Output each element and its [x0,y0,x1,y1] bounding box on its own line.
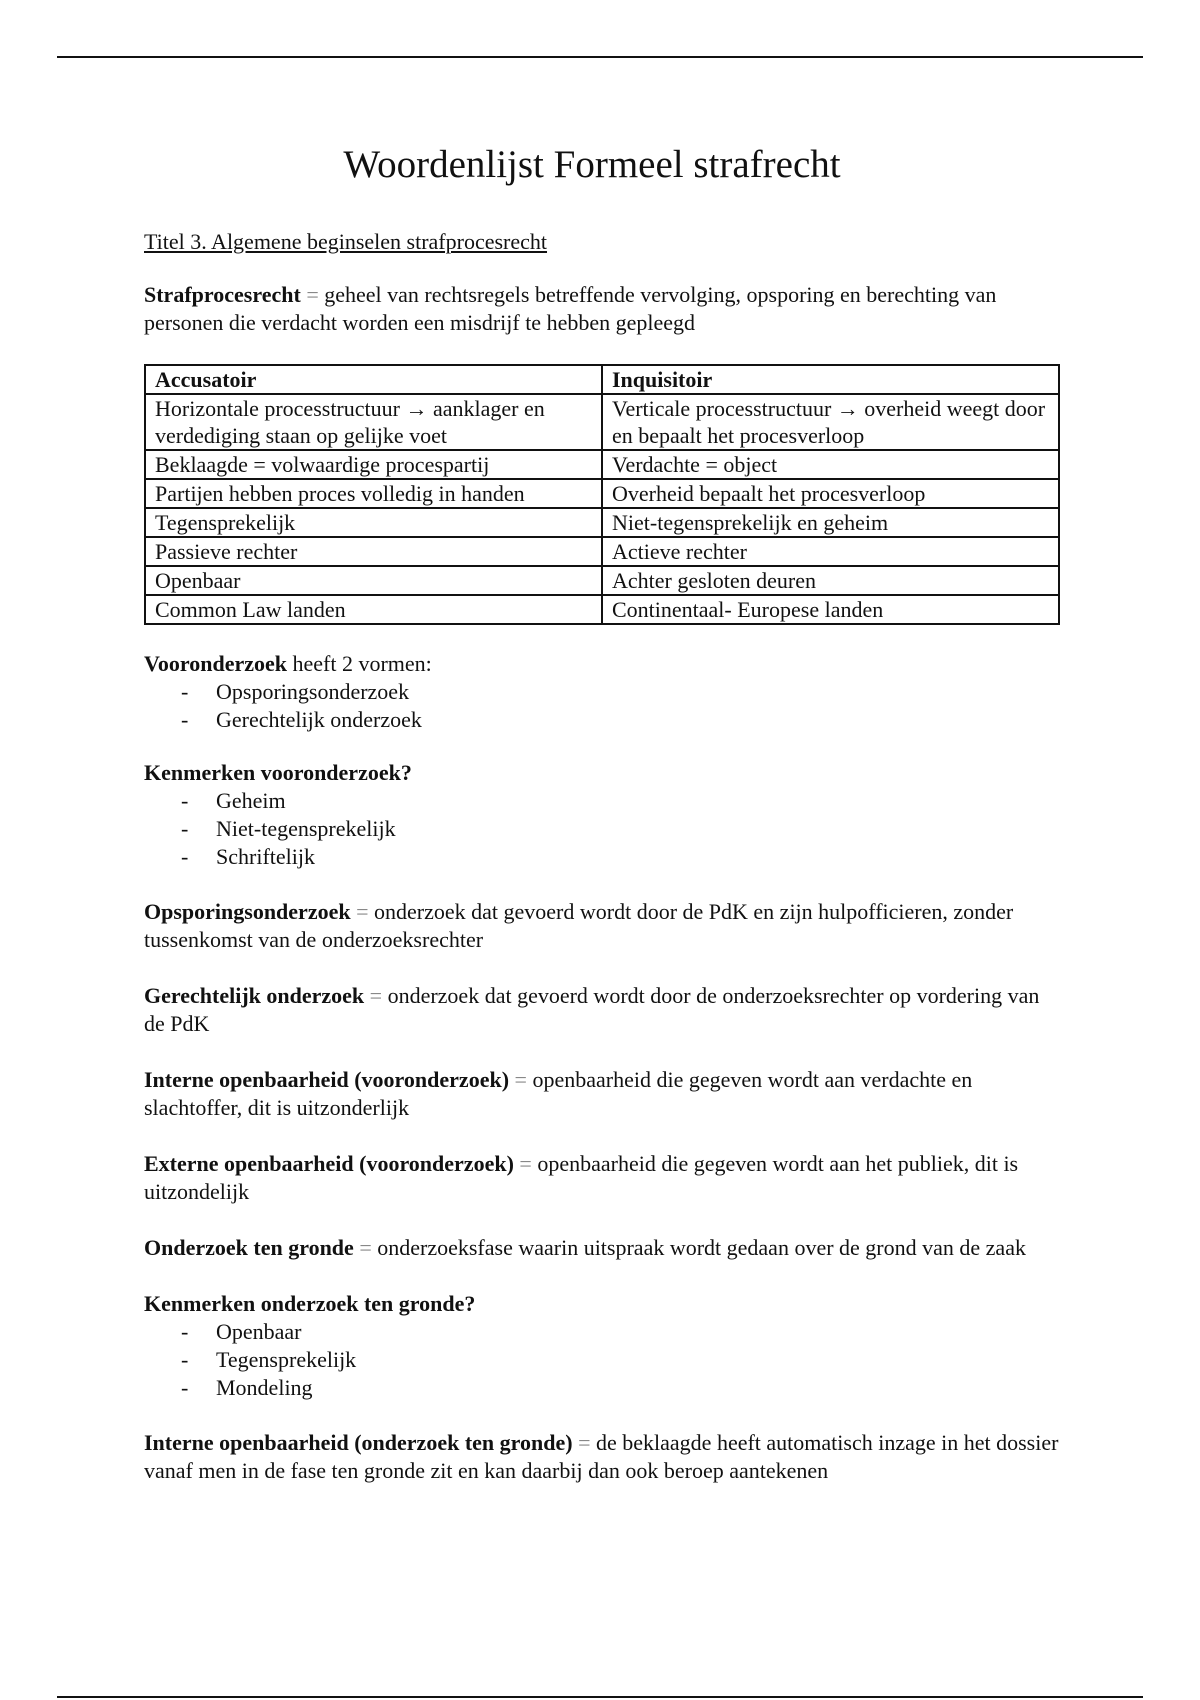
dash-bullet: - [181,788,189,813]
equals-sign: = [364,983,388,1008]
definition-opsporingsonderzoek [144,898,1064,954]
list-item: - Tegensprekelijk [181,1347,357,1372]
comparison-table [144,364,1060,625]
vooronderzoek-intro [144,650,1064,678]
table-cell: Tegensprekelijk [145,508,602,537]
table-cell: Partijen hebben proces volledig in handen [145,479,602,508]
list-item: - Openbaar [181,1319,302,1344]
definition-strafprocesrecht [144,281,1064,337]
table-cell: Common Law landen [145,595,602,624]
definition-term: Onderzoek ten gronde [144,1235,354,1260]
table-cell: Niet-tegensprekelijk en geheim [602,508,1059,537]
definition-term: Externe openbaarheid (vooronderzoek) [144,1151,514,1176]
bottom-rule [57,1696,1143,1698]
table-header-inquisitoir: Inquisitoir [602,365,1059,394]
definition-term: Strafprocesrecht [144,282,301,307]
document-body [144,140,1064,1485]
list-item: - Mondeling [181,1375,313,1400]
kenmerken-vooronderzoek-list [144,787,1064,871]
dash-bullet: - [181,1319,189,1344]
definition-interne-openbaarheid-voor [144,1066,1064,1122]
vooronderzoek-list [144,678,1064,734]
definition-term: Gerechtelijk onderzoek [144,983,365,1008]
table-cell: Openbaar [145,566,602,595]
definition-gerechtelijk-onderzoek [144,982,1064,1038]
equals-sign: = [572,1430,597,1455]
table-row [145,537,1059,566]
kenmerken-vooronderzoek-heading: Kenmerken vooronderzoek? [144,760,412,785]
table-cell: Passieve rechter [145,537,602,566]
definition-term: Interne openbaarheid (vooronderzoek) [144,1067,515,1092]
table-cell: Overheid bepaalt het procesverloop [602,479,1059,508]
dash-bullet: - [181,1375,189,1400]
table-cell: Verticale processtructuur → overheid weegt door en bepaalt het procesverloop [602,394,1059,450]
definition-externe-openbaarheid-voor [144,1150,1064,1206]
table-header-row [145,365,1059,394]
definition-text: openbaarheid die gegeven wordt aan verdachte en slachtoffer, dit is uitzonderlijk [144,1067,973,1120]
page-title: Woordenlijst Formeel strafrecht [343,143,841,186]
list-item: - Geheim [181,788,286,813]
list-item: - Schriftelijk [181,844,315,869]
list-item: - Opsporingsonderzoek [181,679,410,704]
equals-sign: = [350,899,375,924]
table-cell: Actieve rechter [602,537,1059,566]
table-row [145,566,1059,595]
table-row [145,595,1059,624]
definition-text: geheel van rechtsregels betreffende vervolging, opsporing en berechting van personen die verdacht worden een misdrijf te hebben gepleegd [144,282,997,335]
section-title: Titel 3. Algemene beginselen strafprocesrecht [144,229,548,254]
top-rule [57,56,1143,58]
equals-sign: = [514,1067,533,1092]
table-cell: Beklaagde = volwaardige procespartij [145,450,602,479]
dash-bullet: - [181,1347,189,1372]
dash-bullet: - [181,679,189,704]
table-header-accusatoir: Accusatoir [145,365,602,394]
kenmerken-vooronderzoek-block [144,759,1064,871]
table-cell: Horizontale processtructuur → aanklager en verdediging staan op gelijke voet [145,394,602,450]
equals-sign: = [353,1235,378,1260]
table-cell: Verdachte = object [602,450,1059,479]
definition-text: openbaarheid die gegeven wordt aan het publiek, dit is uitzondelijk [144,1151,1019,1204]
definition-onderzoek-ten-gronde [144,1234,1064,1262]
dash-bullet: - [181,816,189,841]
equals-sign: = [513,1151,538,1176]
definition-text: de beklaagde heeft automatisch inzage in het dossier vanaf men in de fase ten gronde zit en kan daarbij dan ook beroep aantekenen [144,1430,1059,1483]
list-item: - Niet-tegensprekelijk [181,816,396,841]
table-row [145,479,1059,508]
kenmerken-ten-gronde-list [144,1318,1064,1402]
dash-bullet: - [181,707,189,732]
kenmerken-ten-gronde-heading: Kenmerken onderzoek ten gronde? [144,1291,476,1316]
vooronderzoek-block [144,650,1064,734]
definition-text: heeft 2 vormen: [287,651,432,676]
dash-bullet: - [181,844,189,869]
kenmerken-ten-gronde-block [144,1290,1064,1402]
definition-interne-openbaarheid-grond [144,1429,1064,1485]
table-row [145,508,1059,537]
definition-text: onderzoeksfase waarin uitspraak wordt gedaan over de grond van de zaak [377,1235,1026,1260]
definition-term: Interne openbaarheid (onderzoek ten gronde) [144,1430,573,1455]
table-row [145,394,1059,450]
list-item: - Gerechtelijk onderzoek [181,707,422,732]
definition-term: Opsporingsonderzoek [144,899,351,924]
definition-term: Vooronderzoek [144,651,287,676]
table-cell: Continentaal- Europese landen [602,595,1059,624]
definition-text: onderzoek dat gevoerd wordt door de onderzoeksrechter op vordering van de PdK [144,983,1040,1036]
table-row [145,450,1059,479]
equals-sign: = [306,282,319,307]
table-cell: Achter gesloten deuren [602,566,1059,595]
definition-text: onderzoek dat gevoerd wordt door de PdK en zijn hulpofficieren, zonder tussenkomst van de onderzoeksrechter [144,899,1014,952]
